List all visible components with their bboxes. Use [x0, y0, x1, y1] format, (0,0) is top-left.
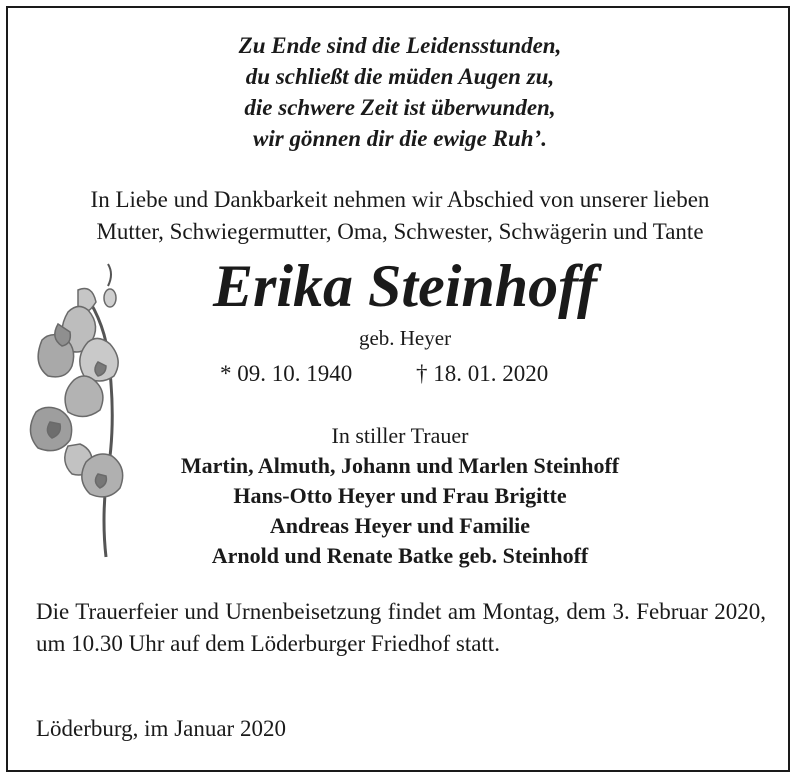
mourner-family: Martin, Almuth, Johann und Marlen Steinhoff: [180, 453, 620, 478]
mourner-family: Andreas Heyer und Familie: [269, 513, 531, 538]
mourner-family: Arnold und Renate Batke geb. Steinhoff: [211, 543, 589, 568]
poem-line: Zu Ende sind die Leidensstunden,: [238, 33, 562, 58]
deceased-name: Erika Steinhoff: [213, 253, 597, 319]
intro-line: In Liebe und Dankbarkeit nehmen wir Abschied von unserer lieben: [90, 187, 710, 212]
funeral-notice: Die Trauerfeier und Urnenbeisetzung findet am Montag, dem 3. Februar 2020, um 10.30 Uhr auf dem Löderburger Friedhof statt.: [36, 599, 766, 656]
mourner-list: [0, 451, 800, 571]
mourning-heading: In stiller Trauer: [331, 423, 469, 448]
poem-line: wir gönnen dir die ewige Ruh’.: [253, 126, 547, 151]
place-and-date: Löderburg, im Januar 2020: [36, 716, 286, 741]
maiden-name: geb. Heyer: [358, 326, 452, 350]
intro-text: [0, 184, 800, 248]
birth-date: * 09. 10. 1940: [220, 361, 353, 386]
poem-line: die schwere Zeit ist überwunden,: [244, 95, 556, 120]
poem: [0, 30, 800, 154]
death-date: † 18. 01. 2020: [416, 361, 549, 386]
poem-line: du schließt die müden Augen zu,: [245, 64, 555, 89]
mourner-family: Hans-Otto Heyer und Frau Brigitte: [233, 483, 567, 508]
intro-line: Mutter, Schwiegermutter, Oma, Schwester, Schwägerin und Tante: [96, 219, 704, 244]
